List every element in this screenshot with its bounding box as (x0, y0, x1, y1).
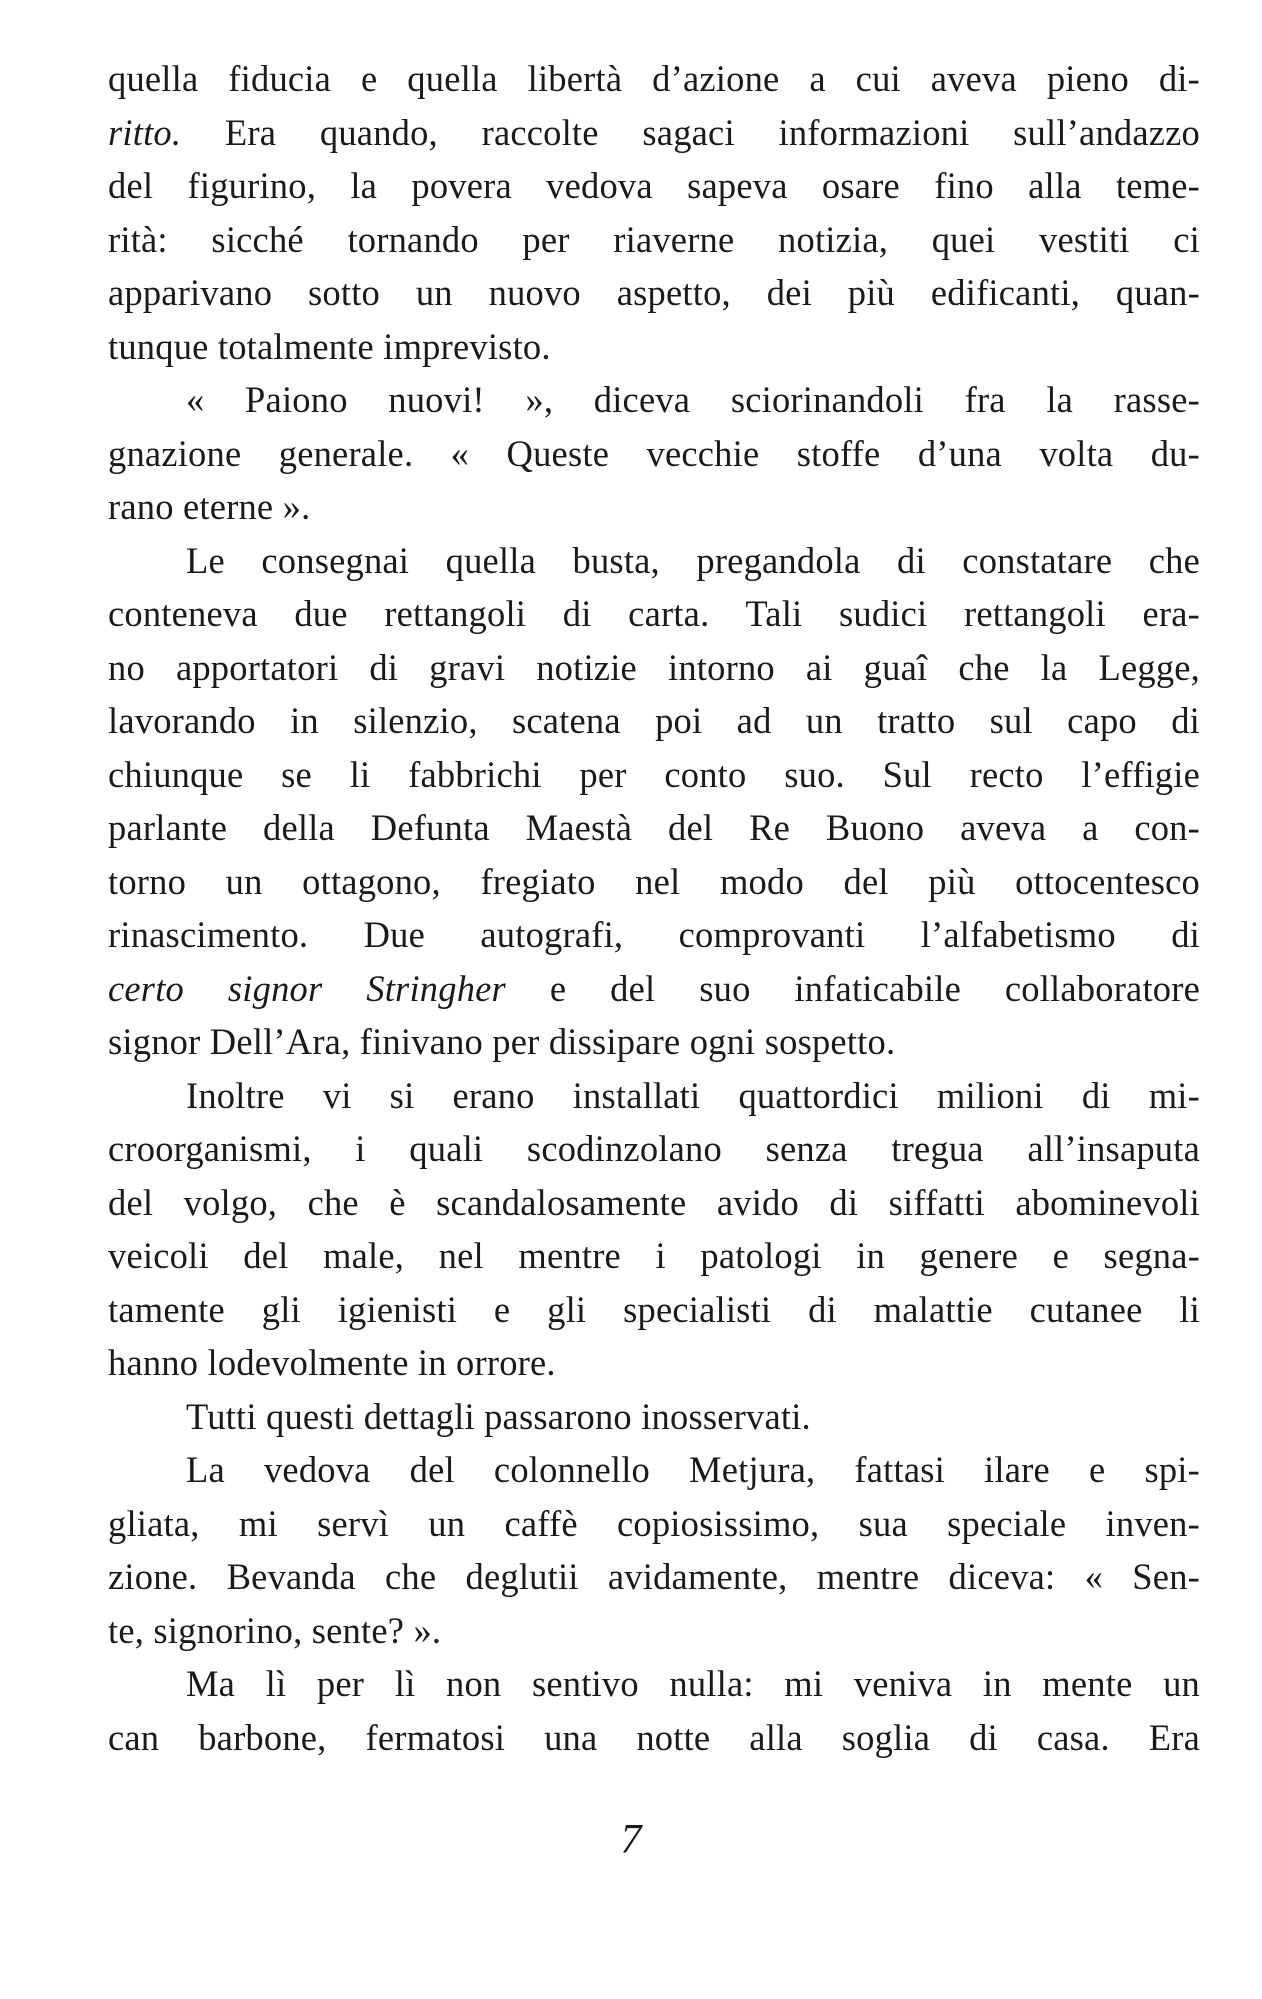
page-number: 7 (620, 1817, 642, 1863)
italic-text: ritto. (108, 111, 182, 153)
text-line: del volgo, che è scandalosamente avido di siffatti abominevoli (108, 1181, 1200, 1223)
text-line: parlante della Defunta Maestà del Re Buono aveva a con- (108, 807, 1200, 848)
text-line: chiunque se li fabbrichi per conto suo. Sul recto l’effigie (108, 753, 1200, 795)
text-line: hanno lodevolmente in orrore. (108, 1342, 556, 1383)
text-line: tunque totalmente imprevisto. (108, 325, 551, 367)
text-line: gliata, mi servì un caffè copiosissimo, sua speciale inven- (108, 1502, 1200, 1544)
text-line: lavorando in silenzio, scatena poi ad un tratto sul capo di (108, 700, 1200, 741)
text-line: « Paiono nuovi! », diceva sciorinandoli fra la rasse- (186, 379, 1200, 420)
text-line: can barbone, fermatosi una notte alla soglia di casa. Era (108, 1716, 1200, 1758)
text-line: Ma lì per lì non sentivo nulla: mi veniva in mente un (186, 1663, 1200, 1704)
text-line: veicoli del male, nel mentre i patologi in genere e segna- (108, 1235, 1200, 1276)
text-line: no apportatori di gravi notizie intorno ai guaî che la Legge, (108, 646, 1200, 688)
text-line: rano eterne ». (108, 486, 311, 527)
text-line: torno un ottagono, fregiato nel modo del più ottocentesco (108, 860, 1200, 902)
text-line: zione. Bevanda che deglutii avidamente, mentre diceva: « Sen- (108, 1556, 1200, 1597)
text-line: Inoltre vi si erano installati quattordici milioni di mi- (186, 1074, 1200, 1116)
text-line: La vedova del colonnello Metjura, fattasi ilare e spi- (186, 1449, 1200, 1490)
text-run: e del suo infaticabile collaboratore (505, 967, 1200, 1009)
text-line (108, 962, 1200, 1016)
text-line: croorganismi, i quali scodinzolano senza tregua all’insaputa (108, 1128, 1200, 1169)
text-line (108, 106, 1200, 160)
text-run: Era quando, raccolte sagaci informazioni sull’andazzo (181, 111, 1200, 153)
body-text (108, 52, 1200, 1764)
text-line: tamente gli igienisti e gli specialisti di malattie cutanee li (108, 1288, 1200, 1330)
text-line: quella fiducia e quella libertà d’azione a cui aveva pieno di- (108, 58, 1200, 99)
text-line: signor Dell’Ara, finivano per dissipare ogni sospetto. (108, 1021, 896, 1062)
text-line: apparivano sotto un nuovo aspetto, dei più edificanti, quan- (108, 272, 1200, 313)
text-line: te, signorino, sente? ». (108, 1609, 442, 1651)
text-line: rità: sicché tornando per riaverne notizia, quei vestiti ci (108, 218, 1200, 260)
italic-text: certo signor Stringher (108, 967, 506, 1009)
text-line: gnazione generale. « Queste vecchie stoffe d’una volta du- (108, 432, 1200, 474)
text-line: Le consegnai quella busta, pregandola di constatare che (186, 539, 1200, 581)
text-line: rinascimento. Due autografi, comprovanti l’alfabetismo di (108, 914, 1200, 955)
text-line: del figurino, la povera vedova sapeva osare fino alla teme- (108, 165, 1200, 206)
text-line: Tutti questi dettagli passarono inosservati. (186, 1395, 811, 1437)
text-line: conteneva due rettangoli di carta. Tali sudici rettangoli era- (108, 593, 1200, 634)
